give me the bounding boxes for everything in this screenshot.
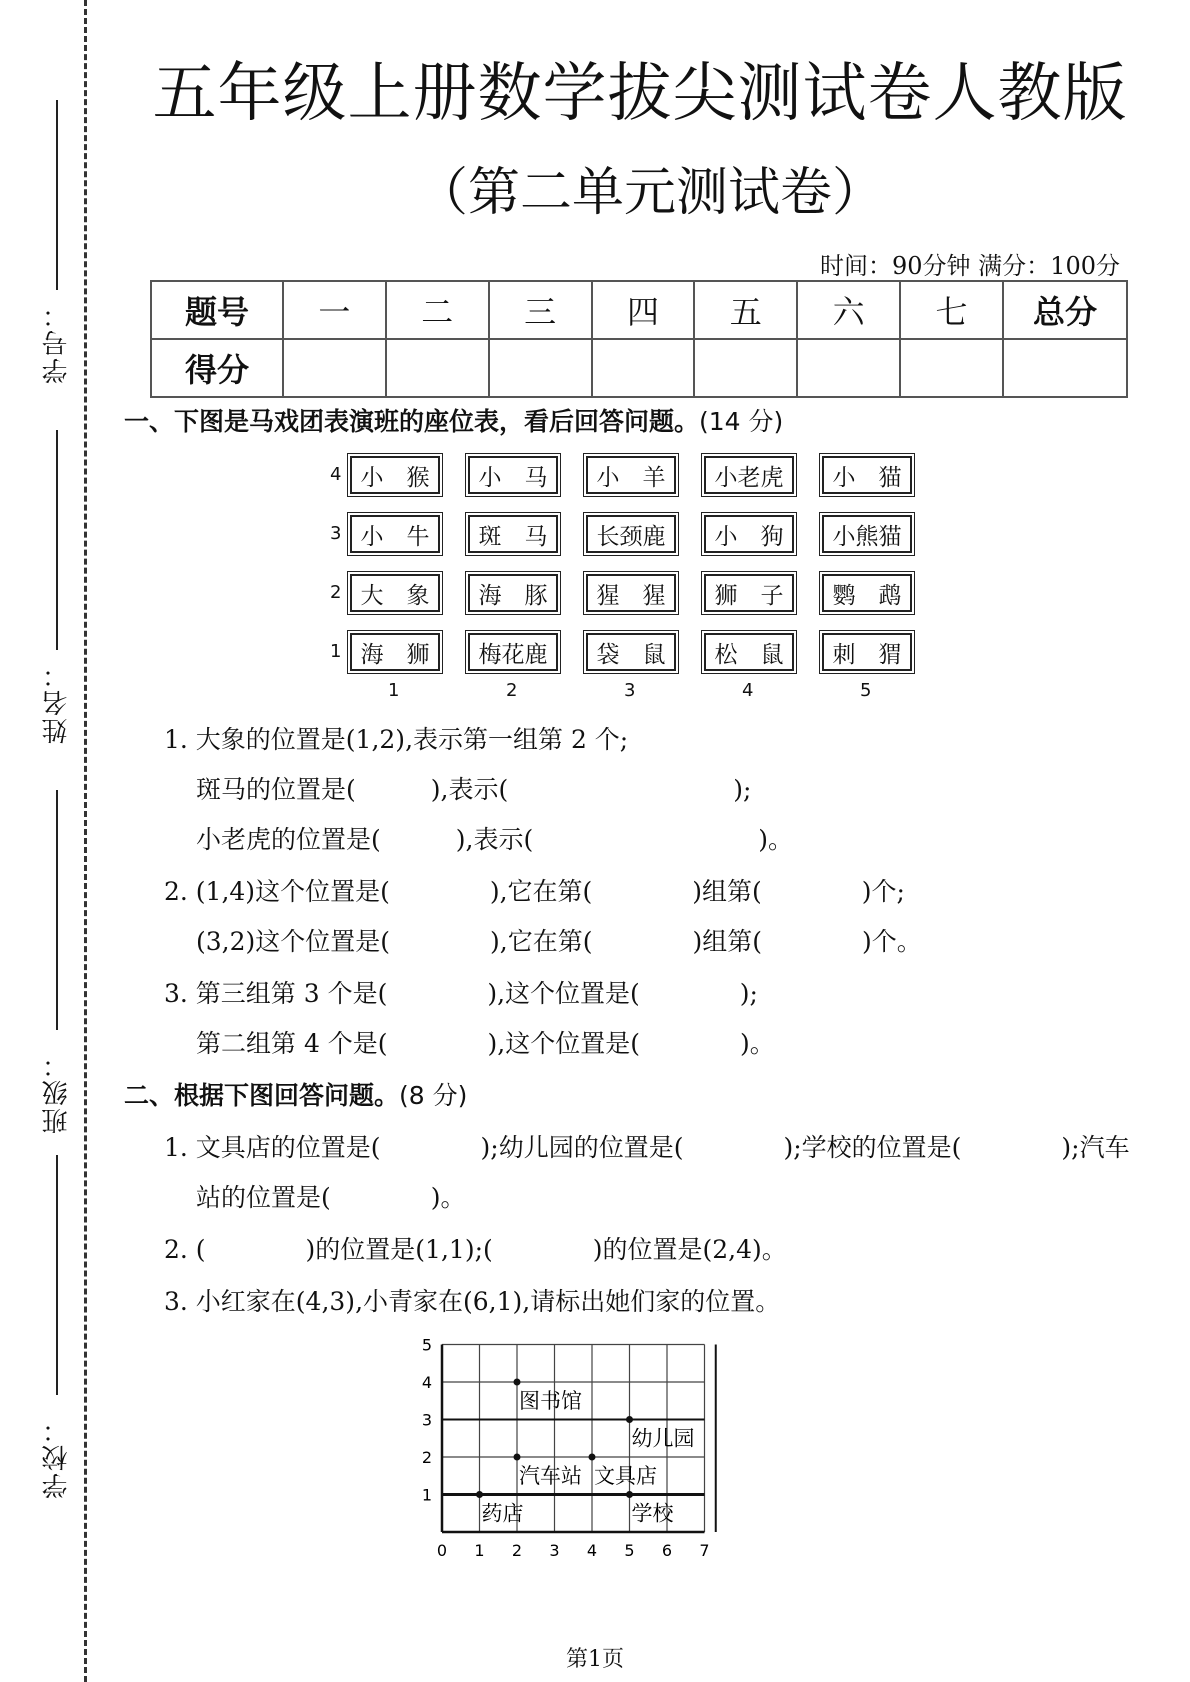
y-tick-label: 4 <box>421 1373 432 1392</box>
score-cell[interactable] <box>1003 339 1127 397</box>
seat-cell: 刺 猬 <box>822 633 912 671</box>
seat-cell: 小熊猫 <box>822 515 912 553</box>
seat-row-label: 3 <box>330 523 342 544</box>
place-label: 汽车站 <box>519 1464 582 1488</box>
seat-row-label: 2 <box>330 582 342 603</box>
seat-col-label: 2 <box>506 680 518 701</box>
seat-cell: 斑 马 <box>468 515 558 553</box>
s1-question: 小老虎的位置是( ),表示( )。 <box>196 825 793 854</box>
s1-question: 斑马的位置是( ),表示( ); <box>196 775 752 804</box>
s1-question: 2. (1,4)这个位置是( ),它在第( )组第( )个; <box>164 877 905 906</box>
s1-question: 3. 第三组第 3 个是( ),这个位置是( ); <box>164 979 758 1008</box>
section-1-points: (14 分) <box>699 407 784 436</box>
page-title: 五年级上册数学拔尖测试卷人教版 <box>152 57 1128 131</box>
student-id-line <box>56 100 58 290</box>
score-header-cell: 五 <box>694 281 797 339</box>
seat-cell: 狮 子 <box>704 574 794 612</box>
seat-cell: 海 豚 <box>468 574 558 612</box>
section-1-heading: 一、下图是马戏团表演班的座位表，看后回答问题。 <box>124 407 700 436</box>
score-header-cell: 三 <box>489 281 592 339</box>
class-label: 班级： <box>42 1050 72 1134</box>
seat-cell: 小 猫 <box>822 456 912 494</box>
score-header-cell: 一 <box>283 281 386 339</box>
seat-col-label: 1 <box>388 680 400 701</box>
x-tick-label: 1 <box>474 1541 485 1560</box>
seat-cell: 小 狗 <box>704 515 794 553</box>
score-cell[interactable] <box>592 339 695 397</box>
y-tick-label: 1 <box>421 1485 432 1505</box>
place-label: 文具店 <box>594 1464 657 1488</box>
x-tick-label: 2 <box>511 1541 523 1560</box>
y-tick-label: 2 <box>421 1448 432 1467</box>
seat-cell: 松 鼠 <box>704 633 794 671</box>
seat-cell: 小 猴 <box>350 456 440 494</box>
score-table-header-row <box>151 281 1127 339</box>
name-label: 姓名： <box>42 660 72 744</box>
score-table-score-row <box>151 339 1127 397</box>
place-point <box>626 1491 633 1498</box>
seat-cell: 长颈鹿 <box>586 515 676 553</box>
section-2-points: (8 分) <box>399 1081 468 1110</box>
x-tick-label: 6 <box>661 1541 673 1560</box>
class-line <box>56 790 58 1030</box>
score-header-cell: 题号 <box>151 281 283 339</box>
seat-cell: 袋 鼠 <box>586 633 676 671</box>
score-header-cell: 六 <box>797 281 900 339</box>
x-tick-label: 5 <box>624 1541 635 1560</box>
seat-cell: 海 狮 <box>350 633 440 671</box>
x-tick-label: 3 <box>549 1541 560 1560</box>
s2-question: 3. 小红家在(4,3),小青家在(6,1),请标出她们家的位置。 <box>164 1287 781 1316</box>
seat-cell: 小 羊 <box>586 456 676 494</box>
seat-row-label: 4 <box>330 464 342 485</box>
name-line <box>56 430 58 650</box>
section-2-title <box>124 1076 467 1112</box>
score-cell[interactable] <box>900 339 1003 397</box>
score-header-cell: 四 <box>592 281 695 339</box>
seat-col-label: 3 <box>624 680 636 701</box>
seat-cell: 大 象 <box>350 574 440 612</box>
seat-cell: 小 马 <box>468 456 558 494</box>
seat-cell: 小老虎 <box>704 456 794 494</box>
place-label: 幼儿园 <box>631 1426 695 1451</box>
score-header-cell: 二 <box>386 281 489 339</box>
seat-cell: 鹦 鹉 <box>822 574 912 612</box>
seat-cell: 猩 猩 <box>586 574 676 612</box>
school-label: 学校： <box>42 1415 72 1499</box>
binding-dashed-line <box>84 0 87 1682</box>
score-table <box>150 280 1128 398</box>
s1-question: (3,2)这个位置是( ),它在第( )组第( )个。 <box>196 927 922 956</box>
score-cell[interactable] <box>797 339 900 397</box>
place-point <box>626 1416 633 1423</box>
page-footer: 第1页 <box>566 1647 624 1672</box>
s2-question: 2. ( )的位置是(1,1);( )的位置是(2,4)。 <box>164 1235 787 1264</box>
score-cell[interactable] <box>489 339 592 397</box>
place-label: 药店 <box>481 1501 524 1526</box>
place-point <box>514 1454 521 1461</box>
s1-question: 第二组第 4 个是( ),这个位置是( )。 <box>196 1029 775 1058</box>
score-header-cell: 总分 <box>1003 281 1127 339</box>
page-subtitle: （第二单元测试卷） <box>415 163 884 223</box>
score-row-label: 得分 <box>151 339 283 397</box>
place-point <box>589 1454 596 1461</box>
seat-cell: 小 牛 <box>350 515 440 553</box>
student-id-label: 学号： <box>42 300 72 384</box>
seat-col-label: 5 <box>860 680 872 701</box>
x-tick-label: 0 <box>436 1541 448 1560</box>
y-tick-label: 5 <box>421 1335 432 1355</box>
section-2-heading: 二、根据下图回答问题。 <box>124 1081 400 1110</box>
seat-cell: 梅花鹿 <box>468 633 558 671</box>
s2-question: 1. 文具店的位置是( );幼儿园的位置是( );学校的位置是( );汽车 <box>164 1133 1130 1162</box>
score-cell[interactable] <box>386 339 489 397</box>
y-tick-label: 3 <box>421 1410 432 1430</box>
place-label: 学校 <box>631 1501 674 1526</box>
seat-col-label: 4 <box>742 680 754 701</box>
score-header-cell: 七 <box>900 281 1003 339</box>
place-point <box>514 1379 521 1386</box>
section-1-title <box>124 402 783 438</box>
s2-question: 站的位置是( )。 <box>196 1183 466 1212</box>
x-tick-label: 7 <box>699 1541 710 1560</box>
score-cell[interactable] <box>283 339 386 397</box>
score-cell[interactable] <box>694 339 797 397</box>
place-point <box>476 1491 483 1498</box>
s1-question: 1. 大象的位置是(1,2),表示第一组第 2 个; <box>164 725 629 754</box>
place-label: 图书馆 <box>519 1389 582 1413</box>
school-line <box>56 1155 58 1395</box>
exam-meta: 时间：90分钟 满分：100分 <box>820 252 1120 280</box>
x-tick-label: 4 <box>586 1541 598 1560</box>
seat-row-label: 1 <box>330 641 342 662</box>
